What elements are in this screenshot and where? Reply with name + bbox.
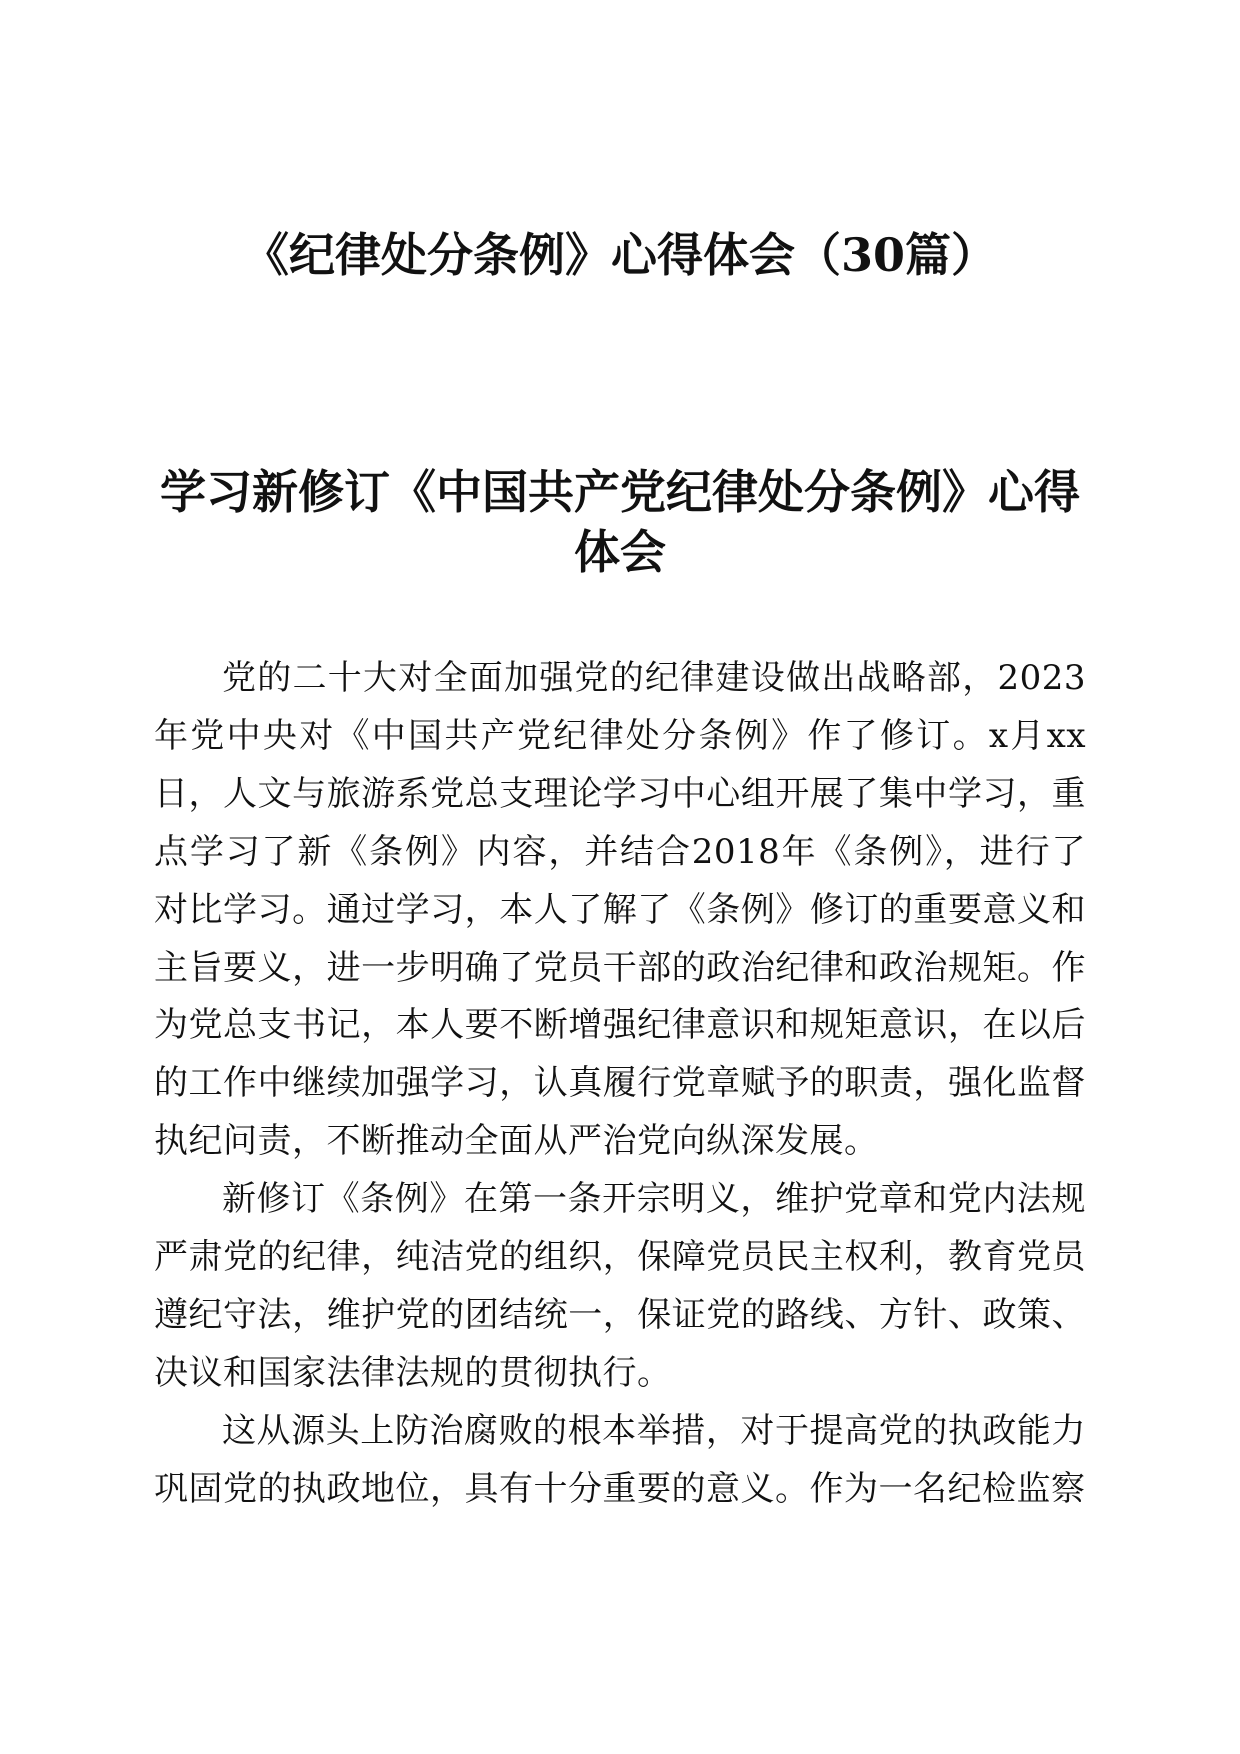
- paragraph: 这从源头上防治腐败的根本举措，对于提高党的执政能力巩固党的执政地位，具有十分重要的意义。作为一名纪检监察: [154, 1410, 1086, 1509]
- paragraph: 党的二十大对全面加强党的纪律建设做出战略部，2023年党中央对《中国共产党纪律处分条例》作了修订。x月xx日，人文与旅游系党总支理论学习中心组开展了集中学习，重点学习了新《条例》内容，并结合2018年《条例》，进行了对比学习。通过学习，本人了解了《条例》修订的重要意义和主旨要义，进一步明确了党员干部的政治纪律和政治规矩。作为党总支书记，本人要不断增强纪律意识和规矩意识，在以后的工作中继续加强学习，认真履行党章赋予的职责，强化监督执纪问责，不断推动全面从严治党向纵深发展。: [154, 658, 1086, 1162]
- paragraph: 新修订《条例》在第一条开宗明义，维护党章和党内法规严肃党的纪律，纯洁党的组织，保障党员民主权利，教育党员遵纪守法，维护党的团结统一，保证党的路线、方针、政策、决议和国家法律法规的贯彻执行。: [154, 1179, 1086, 1393]
- section-title: 学习新修订《中国共产党纪律处分条例》心得体会: [160, 465, 1080, 579]
- document-title: 《纪律处分条例》心得体会（30篇）: [242, 228, 997, 282]
- document-body: [154, 650, 1086, 1519]
